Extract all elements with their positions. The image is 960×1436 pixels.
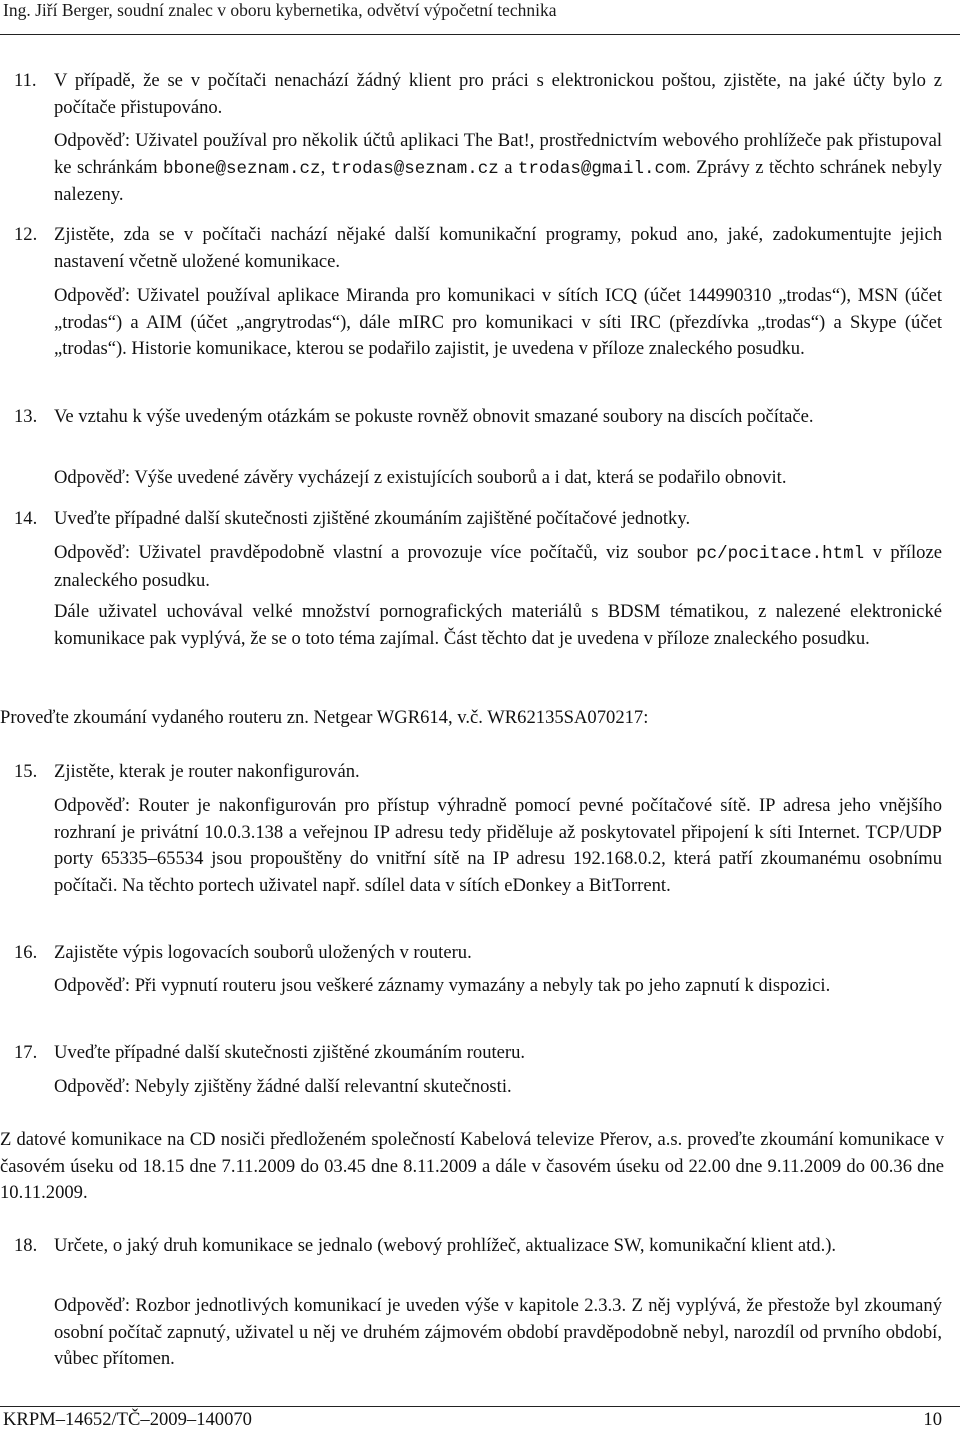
answer-text: ,: [320, 156, 331, 178]
answer-11: [54, 128, 942, 209]
question-number: 17.: [14, 1042, 38, 1063]
answer-text: . Zprávy z těchto schránek nebyly nalezeny.: [54, 156, 943, 205]
question-number: 16.: [14, 942, 38, 963]
answer-17: Odpověď: Nebyly zjištěny žádné další relevantní skutečnosti.: [54, 1076, 512, 1097]
footer-rule: [0, 1406, 960, 1407]
page-number: 10: [923, 1409, 942, 1430]
header-rule: [0, 34, 960, 35]
question-18: [14, 1233, 942, 1260]
question-number: 15.: [14, 761, 38, 782]
answer-18: Odpověď: Rozbor jednotlivých komunikací je uveden výše v kapitole 2.3.3. Z něj vyplývá, že přestože byl zkoumaný osobní počítač zapnutý, uživatel u něj ve druhém zájmovém období pravděpodobně nebyl, narozdíl od prvního období, vůbec přítomen.: [54, 1295, 942, 1369]
answer-text: Odpověď: Uživatel pravděpodobně vlastní a provozuje více počítačů, viz soubor: [54, 542, 697, 563]
answer-12: Odpověď: Uživatel používal aplikace Miranda pro komunikaci v sítích ICQ (účet 144990310 „trodas“), MSN (účet „trodas“) a AIM (účet „angrytrodas“), dále mIRC pro komunikaci v síti IRC (přezdívka „trodas“) a Skype (účet „trodas“). Historie komunikace, kterou se podařilo zajistit, je uvedena v příloze znaleckého posudku.: [54, 285, 942, 359]
answer-14a: [54, 540, 942, 594]
question-13: [14, 404, 942, 431]
answer-text: a: [498, 156, 518, 178]
email-trodas-seznam: trodas@seznam.cz: [330, 158, 499, 179]
question-text: Zjistěte, zda se v počítači nachází nějaké další komunikační programy, pokud ano, jaké, zadokumentujte jejich nastavení včetně uložené komunikace.: [54, 224, 942, 272]
question-number: 12.: [14, 224, 38, 245]
question-14: [14, 506, 942, 533]
answer-13: Odpověď: Výše uvedené závěry vycházejí z existujících souborů a i dat, která se podařilo obnovit.: [54, 467, 787, 488]
question-text: Uveďte případné další skutečnosti zjištěné zkoumáním zajištěné počítačové jednotky.: [54, 508, 691, 529]
question-text: Určete, o jaký druh komunikace se jednalo (webový prohlížeč, aktualizace SW, komunikační klient atd.).: [54, 1235, 837, 1256]
question-text: V případě, že se v počítači nenachází žádný klient pro práci s elektronickou poštou, zjistěte, na jaké účty bylo z počítače přistupováno.: [54, 70, 942, 118]
question-number: 13.: [14, 406, 38, 427]
question-text: Zjistěte, kterak je router nakonfigurován.: [54, 761, 360, 782]
question-text: Uveďte případné další skutečnosti zjištěné zkoumáním routeru.: [54, 1042, 526, 1063]
answer-text: Odpověď: Uživatel používal pro několik účtů aplikaci The Bat!, prostřednictvím webového prohlížeče pak přistupoval ke schránkám: [54, 130, 942, 178]
answer-text: v příloze znaleckého posudku.: [54, 542, 942, 591]
question-text: Zajistěte výpis logovacích souborů uložených v routeru.: [54, 942, 472, 963]
answer-14b: Dále uživatel uchovával velké množství pornografických materiálů s BDSM tématikou, z nalezené elektronické komunikace pak vyplývá, že se o toto téma zajímal. Část těchto dat je uvedena v příloze znaleckého posudku.: [54, 601, 942, 649]
question-text: Ve vztahu k výše uvedeným otázkám se pokuste rovněž obnovit smazané soubory na discích počítače.: [54, 406, 814, 427]
question-number: 18.: [14, 1235, 38, 1256]
cd-intro: Z datové komunikace na CD nosiči předloženém společností Kabelová televize Přerov, a.s. proveďte zkoumání komunikace v časovém úseku od 18.15 dne 7.11.2009 do 03.45 dne 8.11.2009 a dále v časovém úseku od 22.00 dne 9.11.2009 do 00.36 dne 10.11.2009.: [0, 1129, 944, 1203]
answer-16: Odpověď: Při vypnutí routeru jsou veškeré záznamy vymazány a nebyly tak po jeho zapnutí k dispozici.: [54, 975, 831, 996]
answer-15: Odpověď: Router je nakonfigurován pro přístup výhradně pomocí pevné počítačové sítě. IP adresa jeho vnějšího rozhraní je privátní 10.0.3.138 a veřejnou IP adresu tedy přiděluje až poskytovatel připojení k síti Internet. TCP/UDP porty 65335–65534 jsou propouštěny do vnitřní sítě na IP adresu 192.168.0.2, která patří zkoumanému osobnímu počítači. Na těchto portech uživatel např. sdílel data v sítích eDonkey a BitTorrent.: [54, 795, 942, 896]
email-bbone-seznam: bbone@seznam.cz: [163, 158, 321, 179]
question-11: [14, 68, 942, 121]
question-number: 11.: [14, 70, 37, 91]
email-trodas-gmail: trodas@gmail.com: [517, 158, 686, 179]
question-16: [14, 940, 942, 967]
question-number: 14.: [14, 508, 38, 529]
question-12: [14, 222, 942, 275]
page-header: Ing. Jiří Berger, soudní znalec v oboru kybernetika, odvětví výpočetní technika: [3, 0, 557, 20]
question-17: [14, 1040, 942, 1067]
footer-reference: KRPM–14652/TČ–2009–140070: [3, 1409, 252, 1430]
question-15: [14, 759, 942, 786]
router-intro: Proveďte zkoumání vydaného routeru zn. Netgear WGR614, v.č. WR62135SA070217:: [0, 707, 649, 728]
file-path: pc/pocitace.html: [696, 544, 865, 564]
